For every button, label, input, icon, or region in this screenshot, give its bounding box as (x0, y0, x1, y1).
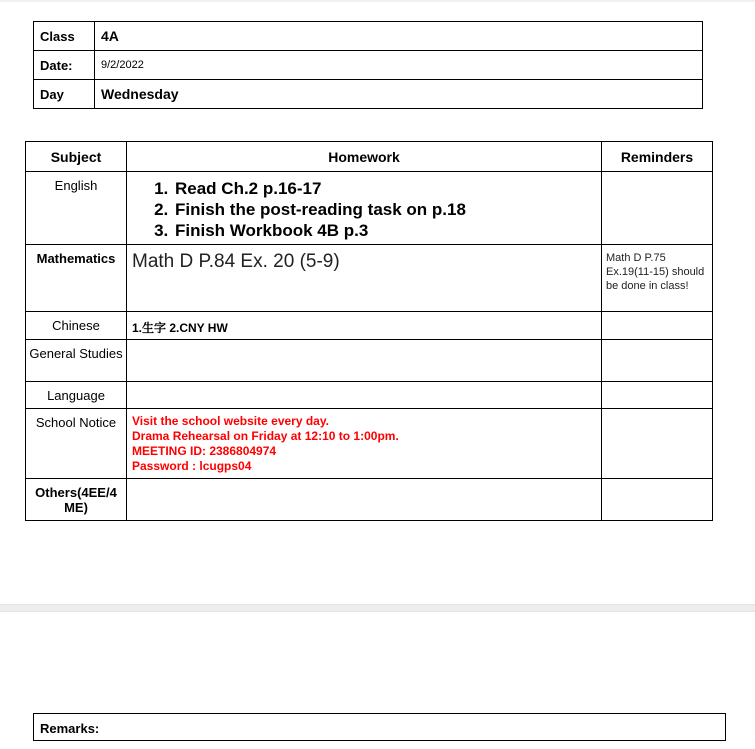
school-notice-line: Visit the school website every day. (132, 414, 329, 428)
school-notice-row (26, 409, 713, 479)
mathematics-subject: Mathematics (26, 245, 127, 312)
english-homework-item: 2. Finish the post-reading task on p.18 (173, 199, 600, 220)
class-row (34, 22, 703, 51)
school-notice-content (127, 409, 602, 479)
reminders-header: Reminders (602, 142, 713, 172)
mathematics-homework: Math D P.84 Ex. 20 (5-9) (127, 245, 602, 312)
english-homework-list (128, 173, 600, 241)
homework-header: Homework (127, 142, 602, 172)
chinese-homework: 1.生字 2.CNY HW (127, 312, 602, 340)
date-row (34, 51, 703, 80)
language-reminder (602, 382, 713, 409)
class-label: Class (34, 22, 95, 51)
language-row (26, 382, 713, 409)
others-subject: Others(4EE/4 ME) (26, 479, 127, 521)
general-studies-row (26, 340, 713, 382)
subject-header: Subject (26, 142, 127, 172)
day-row (34, 80, 703, 109)
chinese-reminder (602, 312, 713, 340)
page-separator (0, 604, 755, 612)
day-label: Day (34, 80, 95, 109)
day-value: Wednesday (95, 80, 703, 109)
mathematics-row (26, 245, 713, 312)
school-notice-reminder (602, 409, 713, 479)
homework-table (25, 141, 713, 521)
chinese-row (26, 312, 713, 340)
page-top-edge (0, 0, 755, 2)
homework-header-row (26, 142, 713, 172)
school-notice-line: MEETING ID: 2386804974 (132, 444, 277, 458)
english-homework (127, 172, 602, 245)
school-notice-line: Drama Rehearsal on Friday at 12:10 to 1:00pm. (132, 429, 399, 443)
language-subject: Language (26, 382, 127, 409)
english-subject: English (26, 172, 127, 245)
language-homework (127, 382, 602, 409)
others-homework (127, 479, 602, 521)
english-reminder (602, 172, 713, 245)
others-row (26, 479, 713, 521)
others-reminder (602, 479, 713, 521)
date-label: Date: (34, 51, 95, 80)
english-homework-item: 3. Finish Workbook 4B p.3 (173, 220, 600, 241)
general-studies-homework (127, 340, 602, 382)
remarks-label: Remarks: (40, 721, 100, 736)
date-value: 9/2/2022 (95, 51, 703, 80)
remarks-box (33, 713, 726, 741)
mathematics-reminder: Math D P.75 Ex.19(11-15) should be done in class! (602, 245, 713, 312)
english-homework-item: 1. Read Ch.2 p.16-17 (173, 178, 600, 199)
school-notice-line: Password : lcugps04 (132, 459, 252, 473)
english-row (26, 172, 713, 245)
chinese-subject: Chinese (26, 312, 127, 340)
general-studies-reminder (602, 340, 713, 382)
general-studies-subject: General Studies (26, 340, 127, 382)
school-notice-subject: School Notice (26, 409, 127, 479)
class-info-table (33, 21, 703, 109)
class-value: 4A (95, 22, 703, 51)
